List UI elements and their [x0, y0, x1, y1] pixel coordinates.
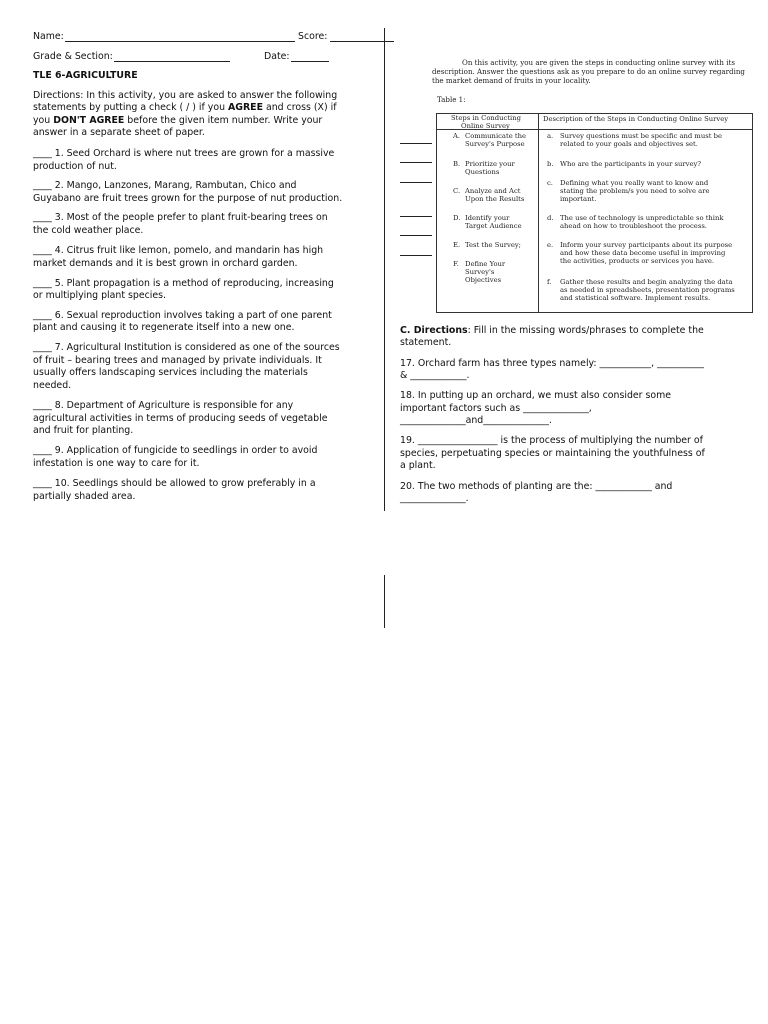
item-line: ____ 10. Seedlings should be allowed to grow preferably in a [33, 478, 316, 489]
step-letter: D. [453, 214, 461, 222]
intro-line: the market demand of fruits in your locality. [432, 76, 591, 85]
description-text: Survey questions must be specific and must be [560, 132, 723, 140]
step-text: Communicate the [465, 132, 527, 140]
answer-blank[interactable] [400, 235, 432, 236]
description-text: Who are the participants in your survey? [560, 160, 701, 168]
table-header-description: Description of the Steps in Conducting Online Survey [543, 115, 729, 123]
description-text: Inform your survey participants about its purpose [560, 241, 733, 249]
description-letter: d. [547, 214, 554, 222]
column-divider-lower [384, 575, 385, 628]
section-c-heading: statement. [400, 337, 452, 348]
table-caption: Table 1: [437, 95, 466, 104]
description-letter: b. [547, 160, 554, 168]
score-label: Score: [298, 31, 328, 42]
item-line: plant and causing it to regenerate itself into a new one. [33, 322, 295, 333]
step-text: Target Audience [465, 222, 522, 230]
directions-line: answer in a separate sheet of paper. [33, 127, 205, 138]
answer-blank[interactable] [400, 255, 432, 256]
question-17: & ____________. [400, 370, 470, 381]
item-line: production of nut. [33, 161, 117, 172]
answer-blank[interactable] [400, 216, 432, 217]
step-text: Survey's Purpose [465, 140, 525, 148]
step-text: Questions [465, 168, 500, 176]
table-header-steps: Online Survey [461, 122, 510, 130]
header-rule [330, 41, 394, 42]
description-text: stating the problem/s you need to solve are [560, 187, 710, 195]
step-text: Test the Survey; [465, 241, 521, 249]
step-text: Analyze and Act [465, 187, 521, 195]
step-text: Prioritize your [465, 160, 515, 168]
answer-blank[interactable] [400, 143, 432, 144]
question-18: ______________and______________. [400, 415, 552, 426]
intro-line: description. Answer the questions ask as you prepare to do an online survey regarding [432, 67, 745, 76]
item-line: agricultural activities in terms of producing seeds of vegetable [33, 413, 328, 424]
description-letter: a. [547, 132, 554, 140]
item-line: ____ 5. Plant propagation is a method of reproducing, increasing [33, 278, 334, 289]
question-18: 18. In putting up an orchard, we must also consider some [400, 390, 672, 401]
item-line: of fruit – bearing trees and managed by private individuals. It [33, 355, 322, 366]
description-text: Defining what you really want to know and [560, 179, 709, 187]
step-text: Identify your [465, 214, 510, 222]
description-letter: e. [547, 241, 554, 249]
description-text: The use of technology is unpredictable so think [560, 214, 724, 222]
name-label: Name: [33, 31, 64, 42]
name-field[interactable] [65, 41, 295, 42]
item-line: the cold weather place. [33, 225, 144, 236]
question-20: ______________. [400, 493, 469, 504]
description-text: and how these data become useful in improving [560, 249, 726, 257]
item-line: market demands and it is best grown in orchard garden. [33, 258, 298, 269]
grade-section-field[interactable] [114, 61, 230, 62]
item-line: and fruit for planting. [33, 425, 134, 436]
table-column-divider [538, 114, 539, 312]
step-text: Objectives [465, 276, 502, 284]
item-line: ____ 8. Department of Agriculture is responsible for any [33, 400, 294, 411]
intro-line: On this activity, you are given the steps in conducting online survey with its [462, 58, 735, 67]
question-19: 19. _________________ is the process of multiplying the number of [400, 435, 703, 446]
item-line: ____ 6. Sexual reproduction involves taking a part of one parent [33, 310, 332, 321]
answer-blank[interactable] [400, 162, 432, 163]
item-line: usually offers landscaping services including the materials [33, 367, 308, 378]
description-letter: f. [547, 278, 552, 286]
question-19: a plant. [400, 460, 436, 471]
description-text: important. [560, 195, 597, 203]
description-text: Gather these results and begin analyzing the data [560, 278, 733, 286]
survey-steps-table [436, 113, 753, 313]
description-text: ahead on how to troubleshoot the process. [560, 222, 707, 230]
description-text: as needed in spreadsheets, presentation programs [560, 286, 735, 294]
question-17: 17. Orchard farm has three types namely: ___________, __________ [400, 358, 704, 369]
step-letter: F. [453, 260, 459, 268]
grade-section-label: Grade & Section: [33, 51, 113, 62]
step-letter: C. [453, 187, 461, 195]
directions-line: you DON'T AGREE before the given item number. Write your [33, 115, 323, 126]
column-divider [384, 28, 385, 511]
step-letter: A. [453, 132, 461, 140]
item-line: infestation is one way to care for it. [33, 458, 200, 469]
date-field[interactable] [291, 61, 329, 62]
item-line: needed. [33, 380, 72, 391]
date-label: Date: [264, 51, 290, 62]
item-line: Guyabano are fruit trees grown for the purpose of nut production. [33, 193, 343, 204]
step-text: Define Your [465, 260, 506, 268]
step-text: Upon the Results [465, 195, 525, 203]
table-header-steps: Steps in Conducting [451, 114, 521, 122]
description-text: the activities, products or services you have. [560, 257, 715, 265]
question-18: important factors such as ______________, [400, 403, 592, 414]
description-text: and statistical software. Implement results. [560, 294, 711, 302]
item-line: partially shaded area. [33, 491, 136, 502]
description-text: related to your goals and objectives set. [560, 140, 698, 148]
item-line: ____ 7. Agricultural Institution is considered as one of the sources [33, 342, 340, 353]
item-line: ____ 9. Application of fungicide to seedlings in order to avoid [33, 445, 318, 456]
item-line: ____ 3. Most of the people prefer to plant fruit-bearing trees on [33, 212, 328, 223]
subject-title: TLE 6-AGRICULTURE [33, 70, 138, 81]
item-line: or multiplying plant species. [33, 290, 167, 301]
item-line: ____ 1. Seed Orchard is where nut trees are grown for a massive [33, 148, 335, 159]
directions-line: Directions: In this activity, you are asked to answer the following [33, 90, 338, 101]
item-line: ____ 4. Citrus fruit like lemon, pomelo, and mandarin has high [33, 245, 324, 256]
section-c-heading: C. Directions: Fill in the missing words/phrases to complete the [400, 325, 704, 336]
directions-line: statements by putting a check ( / ) if you AGREE and cross (X) if [33, 102, 337, 113]
step-letter: B. [453, 160, 461, 168]
question-20: 20. The two methods of planting are the: ____________ and [400, 481, 673, 492]
item-line: ____ 2. Mango, Lanzones, Marang, Rambutan, Chico and [33, 180, 297, 191]
description-letter: c. [547, 179, 553, 187]
question-19: species, perpetuating species or maintaining the youthfulness of [400, 448, 705, 459]
step-letter: E. [453, 241, 461, 249]
answer-blank[interactable] [400, 182, 432, 183]
step-text: Survey's [465, 268, 495, 276]
